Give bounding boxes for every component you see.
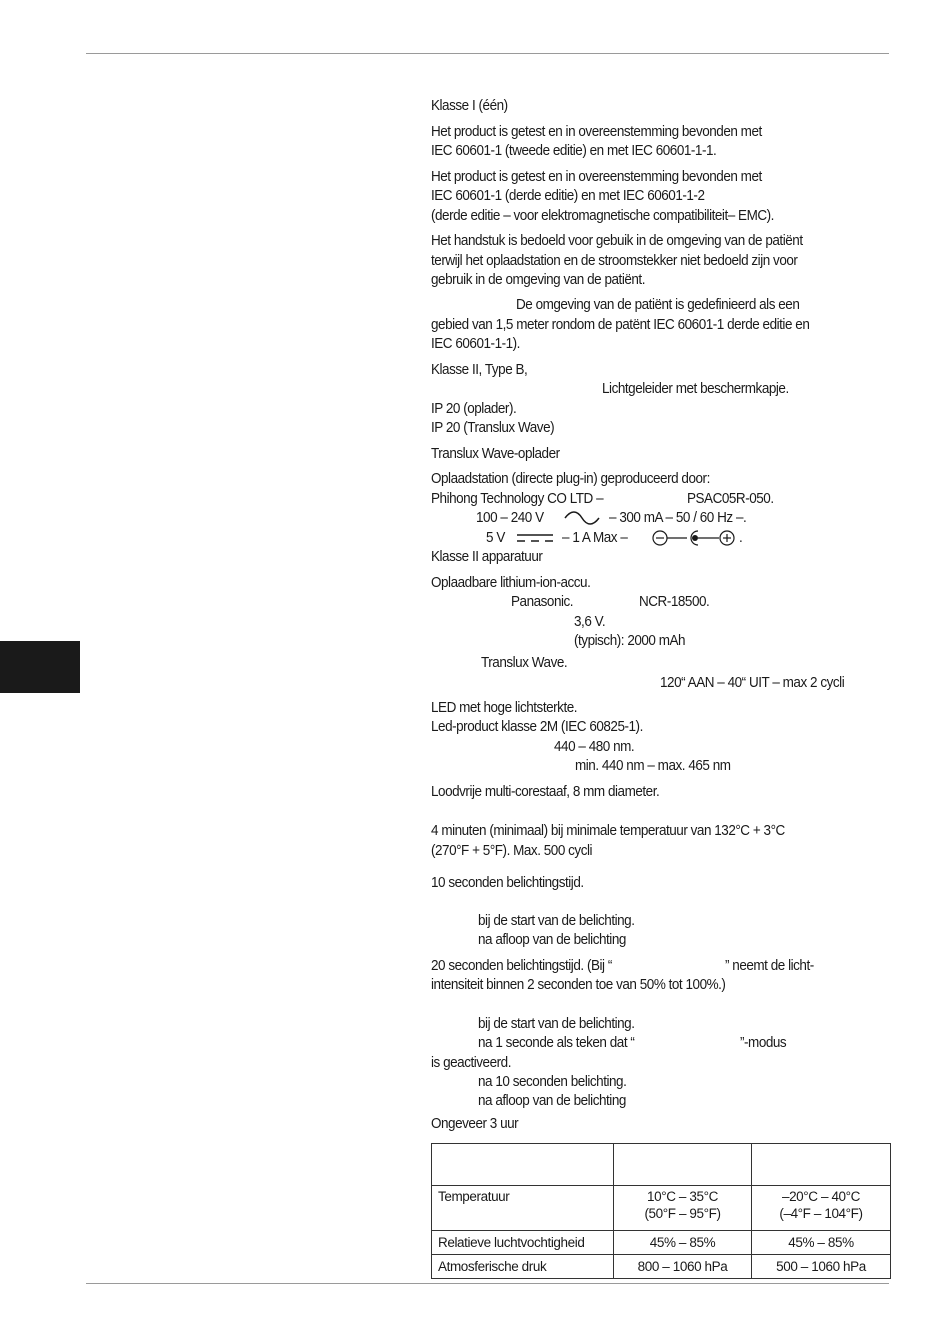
table-row	[432, 1186, 891, 1231]
table-header-cell	[432, 1144, 614, 1186]
table-cell: 45% – 85%	[614, 1231, 752, 1255]
text-line: – 300 mA – 50 / 60 Hz –.	[609, 510, 747, 526]
text-line: bij de start van de belichting.	[478, 913, 635, 929]
text-line: gebruik in de omgeving van de patiënt.	[431, 272, 645, 288]
environment-conditions-table	[431, 1143, 891, 1279]
text-line: Oplaadbare lithium-ion-accu.	[431, 575, 591, 591]
footer-rule	[86, 1283, 889, 1284]
text-line: LED met hoge lichtsterkte.	[431, 700, 578, 716]
text-line: Panasonic.	[511, 594, 574, 610]
text-line: Het product is getest en in overeenstemming bevonden met	[431, 124, 762, 140]
text-line: IP 20 (oplader).	[431, 401, 517, 417]
text-line: (typisch): 2000 mAh	[574, 633, 686, 649]
text-line: Phihong Technology CO LTD –	[431, 491, 604, 507]
cell-line: (50°F – 95°F)	[644, 1206, 721, 1221]
cell-line: (–4°F – 104°F)	[779, 1206, 863, 1221]
text-line: Lichtgeleider met beschermkapje.	[602, 381, 789, 397]
text-line: IEC 60601-1 (tweede editie) en met IEC 60601-1-1.	[431, 143, 717, 159]
table-header-cell	[614, 1144, 752, 1186]
text-line: NCR-18500.	[639, 594, 710, 610]
row-label: Relatieve luchtvochtigheid	[432, 1231, 614, 1255]
text-line: Translux Wave.	[481, 655, 568, 671]
table-header-cell	[752, 1144, 891, 1186]
table-cell	[614, 1186, 752, 1231]
table-cell: 500 – 1060 hPa	[752, 1255, 891, 1279]
language-tab-marker	[0, 641, 80, 693]
text-line: na 1 seconde als teken dat “	[478, 1035, 635, 1051]
dc-current-icon	[515, 531, 555, 545]
text-line: is geactiveerd.	[431, 1055, 511, 1071]
text-line: PSAC05R-050.	[687, 491, 774, 507]
text-line: .	[739, 530, 743, 546]
row-label: Atmosferische druk	[432, 1255, 614, 1279]
table-cell: 800 – 1060 hPa	[614, 1255, 752, 1279]
text-line: 100 – 240 V	[476, 510, 544, 526]
text-line: Klasse II apparatuur	[431, 549, 543, 565]
text-line: na afloop van de belichting	[478, 1093, 626, 1109]
text-line: 10 seconden belichtingstijd.	[431, 875, 584, 891]
table-row	[432, 1255, 891, 1279]
text-line: Klasse II, Type B,	[431, 362, 528, 378]
row-label: Temperatuur	[432, 1186, 614, 1231]
text-line: Het handstuk is bedoeld voor gebuik in de omgeving van de patiënt	[431, 233, 803, 249]
table-header-row	[432, 1144, 891, 1186]
header-rule	[86, 53, 889, 54]
text-line: min. 440 nm – max. 465 nm	[575, 758, 731, 774]
text-line: IEC 60601-1 (derde editie) en met IEC 60601-1-2	[431, 188, 705, 204]
text-line: Led-product klasse 2M (IEC 60825-1).	[431, 719, 643, 735]
table-row	[432, 1231, 891, 1255]
text-line: 5 V	[486, 530, 505, 546]
text-line: (derde editie – voor elektromagnetische compatibiliteit– EMC).	[431, 208, 774, 224]
text-line: Klasse I (één)	[431, 98, 508, 114]
text-line: IP 20 (Translux Wave)	[431, 420, 555, 436]
text-line: – 1 A Max –	[562, 530, 628, 546]
text-line: Het product is getest en in overeenstemming bevonden met	[431, 169, 762, 185]
text-line: na 10 seconden belichting.	[478, 1074, 627, 1090]
text-line: ” neemt de licht-	[725, 958, 814, 974]
text-line: 20 seconden belichtingstijd. (Bij “	[431, 958, 612, 974]
table-cell	[752, 1186, 891, 1231]
text-line: (270°F + 5°F). Max. 500 cycli	[431, 843, 593, 859]
text-line: Loodvrije multi-corestaaf, 8 mm diameter.	[431, 784, 660, 800]
ac-sine-icon	[563, 510, 601, 526]
text-line: terwijl het oplaadstation en de stroomstekker niet bedoeld zijn voor	[431, 253, 798, 269]
text-line: bij de start van de belichting.	[478, 1016, 635, 1032]
text-line: na afloop van de belichting	[478, 932, 626, 948]
text-line: 440 – 480 nm.	[554, 739, 635, 755]
text-line: Translux Wave-oplader	[431, 446, 560, 462]
text-line: 3,6 V.	[574, 614, 606, 630]
cell-line: 10°C – 35°C	[647, 1189, 718, 1204]
text-line: 120“ AAN – 40“ UIT – max 2 cycli	[660, 675, 845, 691]
text-line: IEC 60601-1-1).	[431, 336, 520, 352]
text-line: intensiteit binnen 2 seconden toe van 50% tot 100%.)	[431, 977, 726, 993]
text-line: ”-modus	[740, 1035, 787, 1051]
text-line: Ongeveer 3 uur	[431, 1116, 519, 1132]
text-line: Oplaadstation (directe plug-in) geproduceerd door:	[431, 471, 710, 487]
text-line: De omgeving van de patiënt is gedefinieerd als een	[516, 297, 800, 313]
text-line: 4 minuten (minimaal) bij minimale temperatuur van 132°C + 3°C	[431, 823, 785, 839]
text-line: gebied van 1,5 meter rondom de patënt IEC 60601-1 derde editie en	[431, 317, 810, 333]
cell-line: –20°C – 40°C	[781, 1189, 861, 1204]
table-cell: 45% – 85%	[752, 1231, 891, 1255]
polarity-center-positive-icon	[651, 529, 737, 547]
